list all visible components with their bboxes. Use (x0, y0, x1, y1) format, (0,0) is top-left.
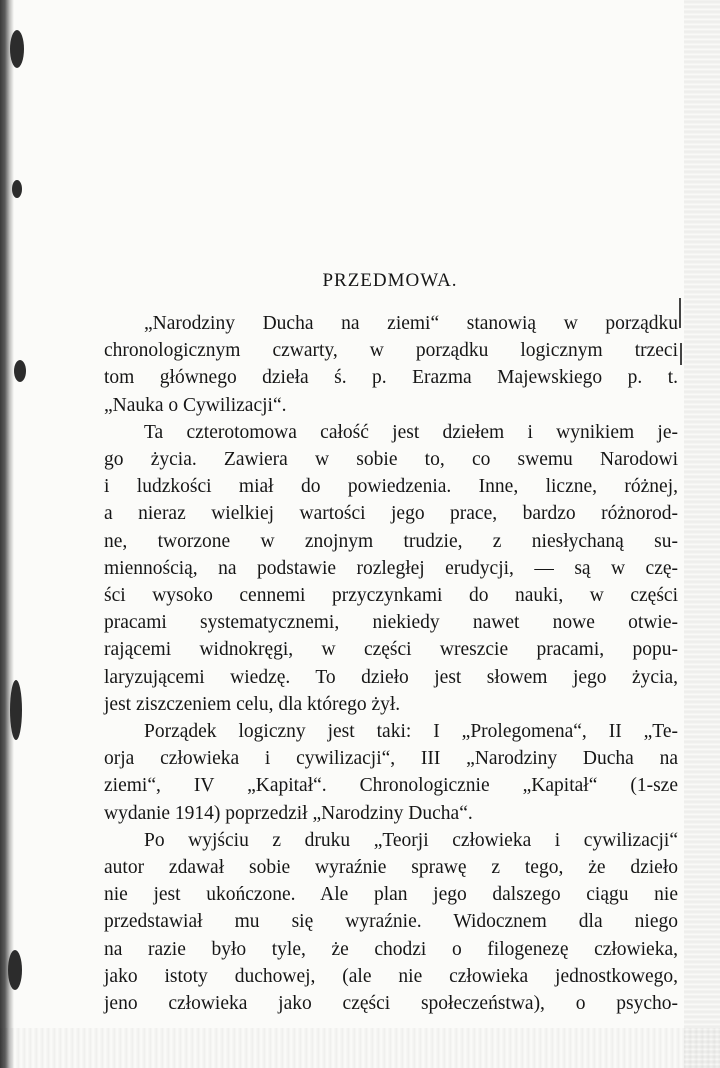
binding-speck (10, 680, 22, 740)
text-line: i ludzkości miał do powiedzenia. Inne, liczne, różnej, (104, 476, 678, 498)
text-line: „Narodziny Ducha na ziemi“ stanowią w porządku (144, 313, 678, 334)
text-line: Po wyjściu z druku „Teorji człowieka i cywilizacji“ (144, 829, 678, 851)
margin-mark (680, 343, 682, 365)
text-line: na razie było tyle, że chodzi o filogenezę człowieka, (104, 938, 678, 960)
text-line: Porządek logiczny jest taki: I „Prolegomena“, II „Te- (144, 721, 678, 743)
text-line: nie jest ukończone. Ale plan jego dalszego ciągu nie (104, 884, 678, 906)
text-line: orja człowieka i cywilizacji“, III „Narodziny Ducha na (104, 748, 678, 770)
body-text (104, 310, 678, 1017)
text-line: ziemi“, IV „Kapitał“. Chronologicznie „Kapitał“ (1-sze (104, 775, 678, 797)
text-line: jest ziszczeniem celu, dla którego żył. (104, 693, 401, 715)
binding-speck (14, 360, 26, 382)
text-line: autor zdawał sobie wyraźnie sprawę z tego, że dzieło (104, 857, 678, 879)
text-line: przedstawiał mu się wyraźnie. Widocznem dla niego (104, 911, 678, 933)
text-line: chronologicznym czwarty, w porządku logicznym trzeci (104, 340, 678, 362)
text-line: go życia. Zawiera w sobie to, co swemu Narodowi (104, 449, 678, 471)
binding-speck (10, 30, 24, 68)
page-bottom-edge (0, 1028, 720, 1068)
text-line: „Nauka o Cywilizacji“. (104, 394, 287, 416)
margin-mark (679, 298, 681, 328)
binding-speck (12, 180, 22, 198)
page-right-edge (684, 0, 720, 1068)
text-line: laryzującemi wiedzę. To dzieło jest słowem jego życia, (104, 666, 678, 688)
text-line: jako istoty duchowej, (ale nie człowieka jednostkowego, (104, 965, 678, 987)
text-line: miennością, na podstawie rozległej erudycji, — są w czę- (104, 557, 678, 579)
text-line: rającemi widnokręgi, w części wreszcie pracami, popu- (104, 639, 678, 661)
text-line: Ta czterotomowa całość jest dziełem i wynikiem je- (144, 421, 678, 443)
text-line: wydanie 1914) poprzedził „Narodziny Ducha“. (104, 802, 473, 824)
page-heading: PRZEDMOWA. (322, 270, 458, 291)
text-line: tom głównego dzieła ś. p. Erazma Majewskiego p. t. (104, 367, 678, 389)
binding-edge (0, 0, 14, 1068)
text-line: a nieraz wielkiej wartości jego prace, bardzo różnorod- (104, 503, 678, 525)
text-line: jeno człowieka jako części społeczeństwa), o psycho- (104, 993, 678, 1015)
text-line: ści wysoko cennemi przyczynkami do nauki, w części (104, 585, 678, 607)
text-line: ne, tworzone w znojnym trudzie, z niesłychaną su- (104, 530, 678, 552)
binding-speck (8, 950, 22, 990)
text-line: pracami systematycznemi, niekiedy nawet nowe otwie- (104, 612, 678, 634)
